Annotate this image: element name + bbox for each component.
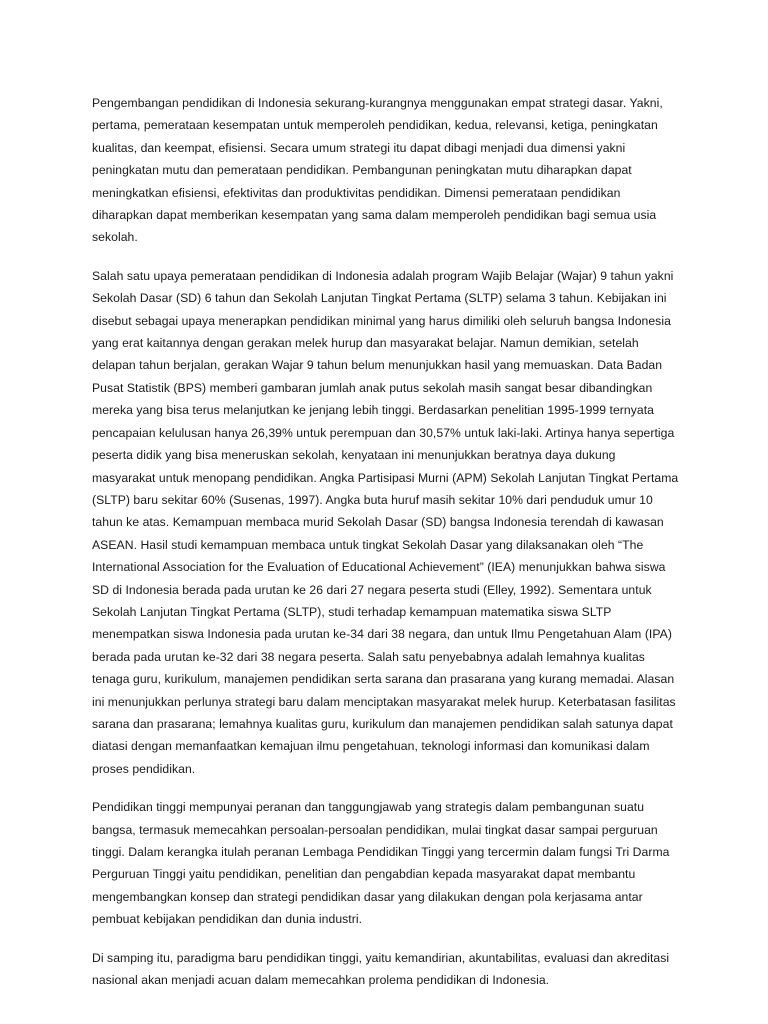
paragraph-paradigma-baru: Di samping itu, paradigma baru pendidikan tinggi, yaitu kemandirian, akuntabilitas, evaluasi dan akreditasi nasional akan menjadi acuan dalam memecahkan prolema pendidikan di Indonesia. xyxy=(92,950,670,988)
paragraph-wajib-belajar: Salah satu upaya pemerataan pendidikan di Indonesia adalah program Wajib Belajar (Wajar) 9 tahun yakni Sekolah Dasar (SD) 6 tahun dan Sekolah Lanjutan Tingkat Pertama (SLTP) selama 3 tahun. Kebijakan ini disebut sebagai upaya menerapkan pendidikan minimal yang harus dimiliki oleh seluruh bangsa Indonesia yang erat kaitannya dengan gerakan melek hurup dan masyarakat belajar. Namun demikian, setelah delapan tahun berjalan, gerakan Wajar 9 tahun belum menunjukkan hasil yang memuaskan. Data Badan Pusat Statistik (BPS) memberi gambaran jumlah anak putus sekolah masih sangat besar dibandingkan mereka yang bisa terus melanjutkan ke jenjang lebih tinggi. Berdasarkan penelitian 1995-1999 ternyata pencapaian kelulusan hanya 26,39% untuk perempuan dan 30,57% untuk laki-laki. Artinya hanya sepertiga peserta didik yang bisa meneruskan sekolah, kenyataan ini menunjukkan beratnya daya dukung masyarakat untuk menopang pendidikan. Angka Partisipasi Murni (APM) Sekolah Lanjutan Tingkat Pertama (SLTP) baru sekitar 60% (Susenas, 1997). Angka buta huruf masih sekitar 10% dari penduduk umur 10 tahun ke atas. Kemampuan membaca murid Sekolah Dasar (SD) bangsa Indonesia terendah di kawasan ASEAN. Hasil studi kemampuan membaca untuk tingkat Sekolah Dasar yang dilaksanakan oleh “The International Association for the Evaluation of Educational Achievement” (IEA) menunjukkan bahwa siswa SD di Indonesia berada pada urutan ke 26 dari 27 negara peserta studi (Elley, 1992). Sementara untuk Sekolah Lanjutan Tingkat Pertama (SLTP), studi terhadap kemampuan matematika siswa SLTP menempatkan siswa Indonesia pada urutan ke-34 dari 38 negara, dan untuk Ilmu Pengetahuan Alam (IPA) berada pada urutan ke-32 dari 38 negara peserta. Salah satu penyebabnya adalah lemahnya kualitas tenaga guru, kurikulum, manajemen pendidikan serta sarana dan prasarana yang kurang memadai. Alasan ini menunjukkan perlunya strategi baru dalam menciptakan masyarakat melek hurup. Keterbatasan fasilitas sarana dan prasarana; lemahnya kualitas guru, kurikulum dan manajemen pendidikan salah satunya dapat diatasi dengan memanfaatkan kemajuan ilmu pengetahuan, teknologi informasi dan komunikasi dalam proses pendidikan. xyxy=(92,268,679,776)
paragraph-pendidikan-tinggi: Pendidikan tinggi mempunyai peranan dan tanggungjawab yang strategis dalam pembangunan suatu bangsa, termasuk memecahkan persoalan-persoalan pendidikan, mulai tingkat dasar sampai perguruan tinggi. Dalam kerangka itulah peranan Lembaga Pendidikan Tinggi yang tercermin dalam fungsi Tri Darma Perguruan Tinggi yaitu pendidikan, penelitian dan pengabdian kepada masyarakat dapat membantu mengembangkan konsep dan strategi pendidikan dasar yang dilakukan dengan pola kerjasama antar pembuat kebijakan pendidikan dan dunia industri. xyxy=(92,800,670,927)
paragraph-strategi-dasar: Pengembangan pendidikan di Indonesia sekurang-kurangnya menggunakan empat strategi dasar. Yakni, pertama, pemerataan kesempatan untuk memperoleh pendidikan, kedua, relevansi, ketiga, peningkatan kualitas, dan keempat, efisiensi. Secara umum strategi itu dapat dibagi menjadi dua dimensi yakni peningkatan mutu dan pemerataan pendidikan. Pembangunan peningkatan mutu diharapkan dapat meningkatkan efisiensi, efektivitas dan produktivitas pendidikan. Dimensi pemerataan pendidikan diharapkan dapat memberikan kesempatan yang sama dalam memperoleh pendidikan bagi semua usia sekolah. xyxy=(92,96,663,245)
